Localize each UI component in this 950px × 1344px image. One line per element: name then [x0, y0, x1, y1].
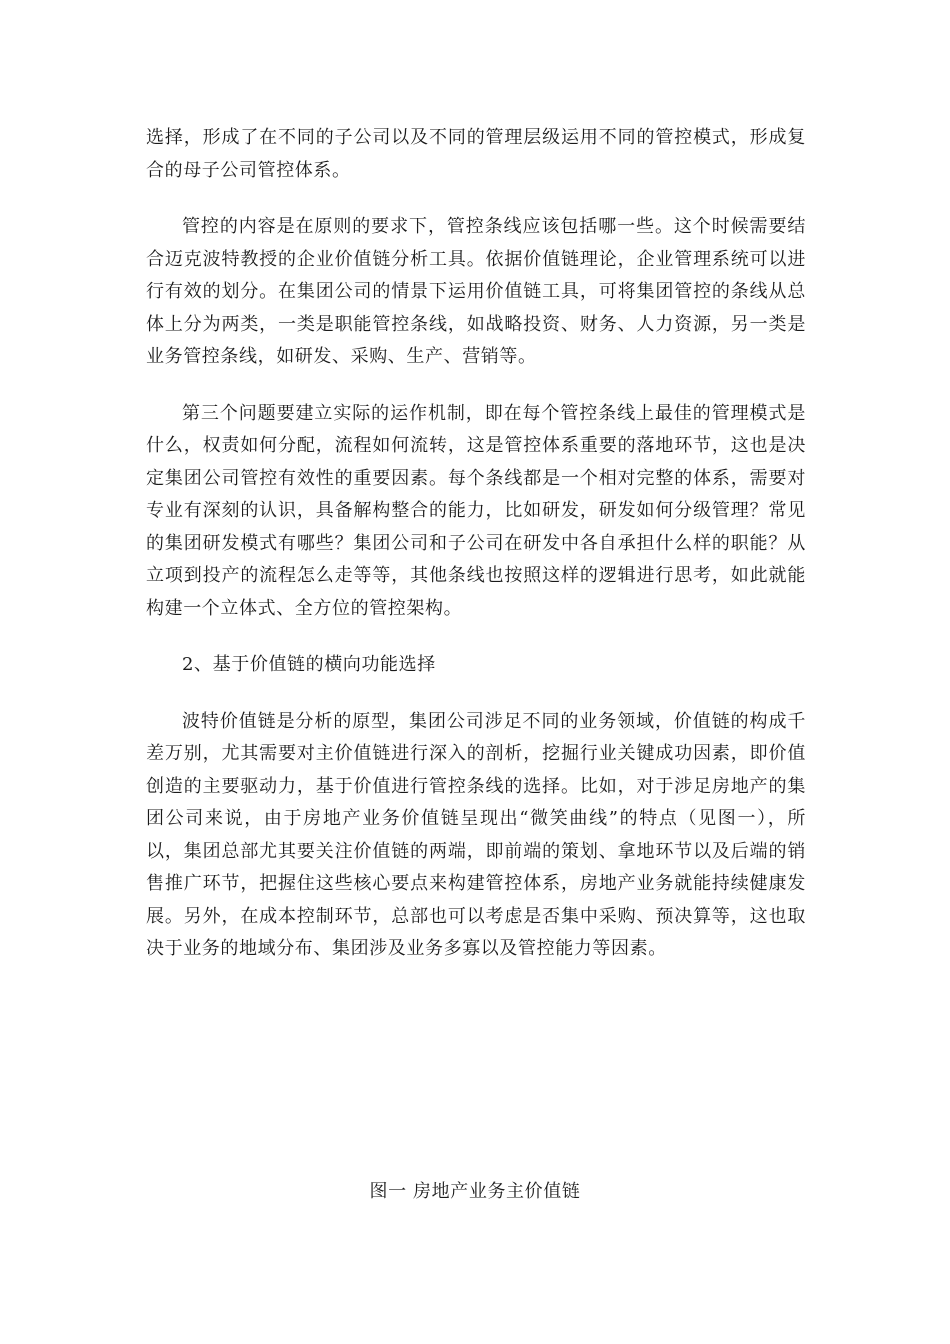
section-heading: 2、基于价值链的横向功能选择 [182, 654, 436, 675]
paragraph-control-content: 管控的内容是在原则的要求下，管控条线应该包括哪一些。这个时候需要结合迈克波特教授的企业价值链分析工具。依据价值链理论，企业管理系统可以进行有效的划分。在集团公司的情景下运用价值链工具，可将集团管控的条线从总体上分为两类，一类是职能管控条线，如战略投资、财务、人力资源，另一类是业务管控条线，如研发、采购、生产、营销等。 [146, 216, 806, 367]
paragraph-operation-mechanism: 第三个问题要建立实际的运作机制，即在每个管控条线上最佳的管理模式是什么，权责如何分配，流程如何流转，这是管控体系重要的落地环节，这也是决定集团公司管控有效性的重要因素。每个条线都是一个相对完整的体系，需要对专业有深刻的认识，具备解构整合的能力，比如研发，研发如何分级管理？常见的集团研发模式有哪些？集团公司和子公司在研发中各自承担什么样的职能？从立项到投产的流程怎么走等等，其他条线也按照这样的逻辑进行思考，如此就能构建一个立体式、全方位的管控架构。 [146, 402, 806, 619]
paragraph-value-chain: 波特价值链是分析的原型，集团公司涉足不同的业务领域，价值链的构成千差万别，尤其需要对主价值链进行深入的剖析，挖掘行业关键成功因素，即价值创造的主要驱动力，基于价值进行管控条线的选择。比如，对于涉足房地产的集团公司来说，由于房地产业务价值链呈现出“微笑曲线”的特点（见图一），所以，集团总部尤其要关注价值链的两端，即前端的策划、拿地环节以及后端的销售推广环节，把握住这些核心要点来构建管控体系，房地产业务就能持续健康发展。另外，在成本控制环节，总部也可以考虑是否集中采购、预决算等，这也取决于业务的地域分布、集团涉及业务多寡以及管控能力等因素。 [146, 710, 806, 959]
figure-caption: 图一 房地产业务主价值链 [369, 1181, 581, 1202]
document-body [146, 122, 806, 990]
paragraph-continuation: 选择，形成了在不同的子公司以及不同的管理层级运用不同的管控模式，形成复合的母子公司管控体系。 [146, 127, 806, 181]
